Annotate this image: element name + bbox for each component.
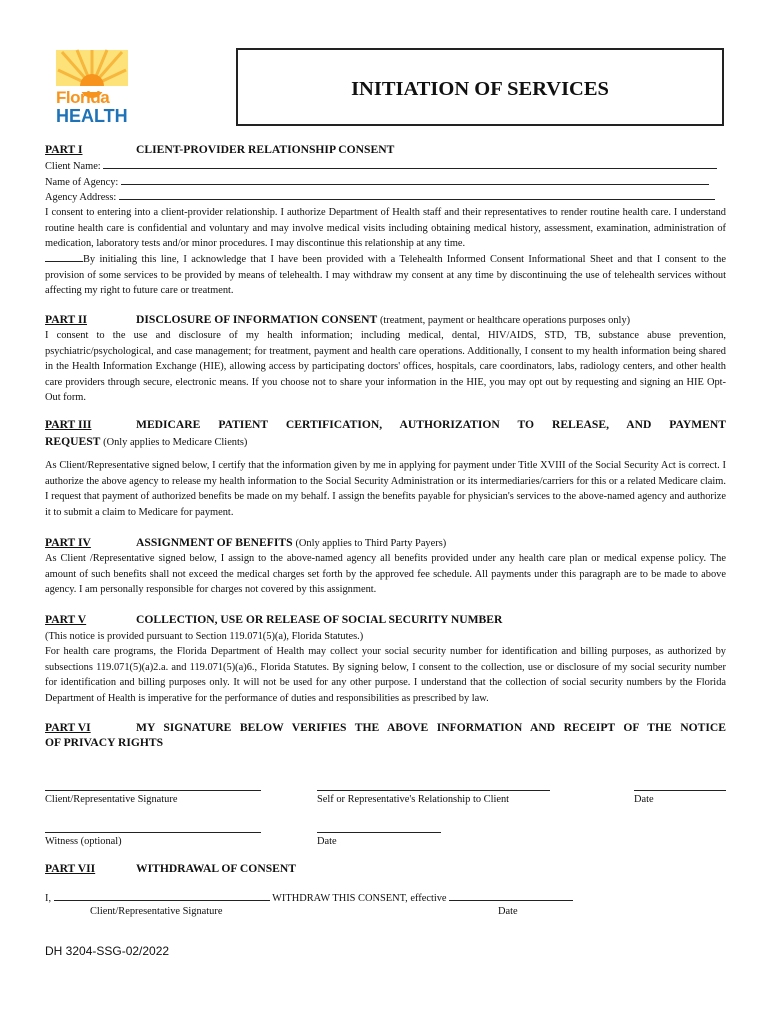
agency-address-input[interactable] — [119, 189, 715, 200]
client-name-field — [45, 158, 717, 174]
signature-date-label: Date — [634, 794, 654, 805]
part5-number: PART V — [45, 613, 87, 626]
part7-number: PART VII — [45, 862, 96, 875]
withdrawal-prefix: I, — [45, 893, 52, 904]
logo-health-text: HEALTH — [56, 106, 128, 126]
agency-address-field — [45, 189, 715, 205]
part2-number: PART II — [45, 313, 88, 326]
witness-date-label: Date — [317, 836, 337, 847]
part1-consent-text: I consent to entering into a client-provider relationship. I authorize Department of Health staff and their representatives to render routine health care. I understand routine health care is confidential and voluntary and may involve medical visits including obtaining medical history, assessment, examination, administration of medication, laboratory tests and/or minor procedures. I may discontinue this relationship at any time. — [45, 207, 726, 250]
part6-heading: MY SIGNATURE BELOW VERIFIES THE ABOVE INFORMATION AND RECEIPT OF THE NOTICE — [136, 721, 726, 734]
logo-florida-text: Florida — [56, 88, 110, 107]
page-title: INITIATION OF SERVICES — [351, 78, 609, 100]
part4-heading-note: (Only applies to Third Party Payers) — [295, 538, 447, 549]
part5-heading: COLLECTION, USE OR RELEASE OF SOCIAL SECURITY NUMBER — [136, 613, 503, 626]
withdrawal-signature-input[interactable] — [54, 890, 270, 901]
relationship-line[interactable] — [317, 790, 550, 791]
signature-date-line[interactable] — [634, 790, 726, 791]
withdrawal-date-input[interactable] — [449, 890, 573, 901]
title-box — [236, 48, 724, 126]
part6-heading2: OF PRIVACY RIGHTS — [45, 736, 164, 749]
part3-heading-note: (Only applies to Medicare Clients) — [103, 437, 248, 448]
part4-heading-text: ASSIGNMENT OF BENEFITS — [136, 536, 293, 549]
part4-heading — [136, 536, 446, 549]
part5-note: (This notice is provided pursuant to Section 119.071(5)(a), Florida Statutes.) — [45, 631, 364, 642]
agency-name-input[interactable] — [121, 174, 709, 185]
agency-name-field — [45, 174, 709, 190]
part3-number: PART III — [45, 418, 92, 431]
part7-heading: WITHDRAWAL OF CONSENT — [136, 862, 296, 875]
part5-text: For health care programs, the Florida Department of Health may collect your social security number for identification and billing purposes, as authorized by subsections 119.071(5)(a)2.a. and 119.071(5)(a)6., Florida Statutes. By signing below, I consent to the collection, use or disclosure of my social security number for identification and billing purposes only. It will not be used for any other purpose. I understand that the collection of social security numbers by the Florida Department of Health is imperative for the performance of duties and responsibilities as prescribed by law. — [45, 646, 726, 704]
telehealth-consent — [45, 251, 726, 299]
part6-number: PART VI — [45, 721, 91, 734]
witness-label: Witness (optional) — [45, 836, 122, 847]
witness-line[interactable] — [45, 832, 261, 833]
telehealth-text: By initialing this line, I acknowledge that I have been provided with a Telehealth Informed Consent Informational Sheet and that I consent to the provision of some services to be provided by means of telehealth. I may withdraw my consent at any time by discontinuing the use of telehealth services without affecting my right to future care or treatment. — [45, 254, 726, 297]
client-signature-line[interactable] — [45, 790, 261, 791]
part3-text: As Client/Representative signed below, I certify that the information given by me in applying for payment under Title XVIII of the Social Security Act is correct. I authorize the above agency to release my health information to the Social Security Administration or its intermediaries/carriers for this or a related Medicare claim. I request that payment of authorized benefits be made on my behalf. I assign the benefits payable for physician's services to the above-named agency and authorize it to submit a claim to Medicare for payment. — [45, 460, 726, 518]
part1-number: PART I — [45, 143, 83, 156]
part4-text: As Client /Representative signed below, I assign to the above-named agency all benefits provided under any health care plan or medical expense policy. The amount of such benefits shall not exceed the medical charges set forth by the approved fee schedule. All payments under this paragraph are to be made to above agency. I am personally responsible for charges not covered by this assignment. — [45, 553, 726, 596]
agency-address-label: Agency Address: — [45, 192, 117, 203]
part2-heading-note: (treatment, payment or healthcare operations purposes only) — [379, 315, 631, 326]
part3-heading: MEDICARE PATIENT CERTIFICATION, AUTHORIZATION TO RELEASE, AND PAYMENT — [136, 418, 726, 431]
client-name-label: Client Name: — [45, 161, 101, 172]
telehealth-initials-input[interactable] — [45, 251, 83, 262]
part2-heading — [136, 313, 630, 326]
client-signature-label: Client/Representative Signature — [45, 794, 178, 805]
withdrawal-date-label: Date — [498, 906, 518, 917]
agency-name-label: Name of Agency: — [45, 177, 119, 188]
form-number: DH 3204-SSG-02/2022 — [45, 944, 170, 958]
client-name-input[interactable] — [103, 158, 717, 169]
part3-heading2: REQUEST — [45, 435, 101, 448]
part2-text: I consent to the use and disclosure of my health information; including medical, dental, HIV/AIDS, STD, TB, substance abuse prevention, psychiatric/psychological, and case management; for treatment, payment and health care operations. Additionally, I consent to my health information being shared in the Health Information Exchange (HIE), allowing access by participating doctors' offices, hospitals, care coordinators, labs, radiology centers, and other health care providers through secure, electronic means. If you choose not to share your information in the HIE, you may opt out by requesting and signing an HIE Opt-Out form. — [45, 330, 726, 404]
relationship-label: Self or Representative's Relationship to Client — [317, 794, 510, 805]
witness-date-line[interactable] — [317, 832, 441, 833]
withdrawal-text: WITHDRAW THIS CONSENT, effective — [272, 893, 447, 904]
part4-number: PART IV — [45, 536, 91, 549]
withdrawal-signature-label: Client/Representative Signature — [90, 906, 223, 917]
part1-heading: CLIENT-PROVIDER RELATIONSHIP CONSENT — [136, 143, 395, 156]
part3-heading-continued — [45, 435, 247, 448]
florida-health-logo — [52, 48, 132, 128]
part2-heading-text: DISCLOSURE OF INFORMATION CONSENT — [136, 313, 378, 326]
